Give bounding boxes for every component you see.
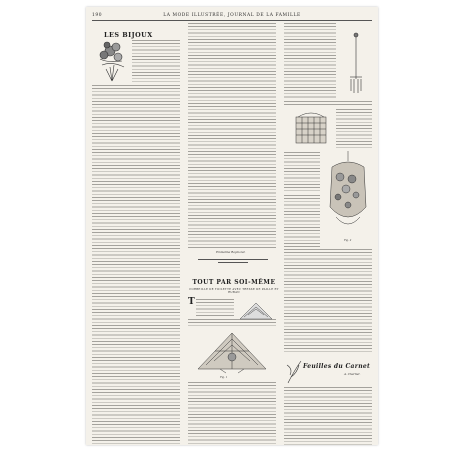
engraving-shells-icon	[322, 147, 374, 237]
page-header	[92, 11, 372, 21]
page-number: 190	[92, 13, 103, 18]
text-block	[284, 152, 320, 192]
fig2-label: Fig. 2	[344, 239, 352, 242]
engraving-basket-icon	[288, 109, 334, 149]
bijoux-signature: Emmeline Raymond.	[216, 250, 246, 254]
divider	[218, 262, 248, 263]
bijoux-title: LES BIJOUX	[104, 31, 153, 39]
text-block	[188, 382, 276, 444]
text-block	[188, 319, 276, 327]
text-block	[132, 40, 180, 82]
drop-cap: T	[188, 297, 195, 307]
text-block	[92, 85, 180, 445]
engraving-triangle-basket-icon	[190, 329, 274, 375]
engraving-flowers-icon	[96, 37, 128, 83]
feuilles-title: Feuilles du Carnet	[303, 363, 371, 370]
journal-title: LA MODE ILLUSTRÉE, JOURNAL DE LA FAMILLE	[163, 13, 301, 18]
text-block	[188, 23, 276, 248]
text-block	[284, 23, 336, 98]
feuilles-signature: A. Chartier.	[344, 372, 361, 376]
fig1-label: Fig. 1	[220, 376, 228, 379]
text-block	[196, 299, 234, 317]
divider	[198, 259, 268, 260]
tout-subtitle: CORBEILLE DE TOILETTE AVEC TRESSE DE PAILLE ET RUBAN	[189, 288, 279, 295]
text-block	[284, 249, 372, 353]
tout-title: TOUT PAR SOI-MÊME	[192, 279, 276, 286]
text-block	[284, 195, 320, 247]
journal-page	[86, 7, 378, 445]
engraving-fork-icon	[341, 29, 371, 99]
engraving-quill-icon	[285, 359, 303, 385]
text-block	[284, 387, 372, 445]
text-block	[336, 109, 372, 149]
text-block	[284, 101, 372, 106]
